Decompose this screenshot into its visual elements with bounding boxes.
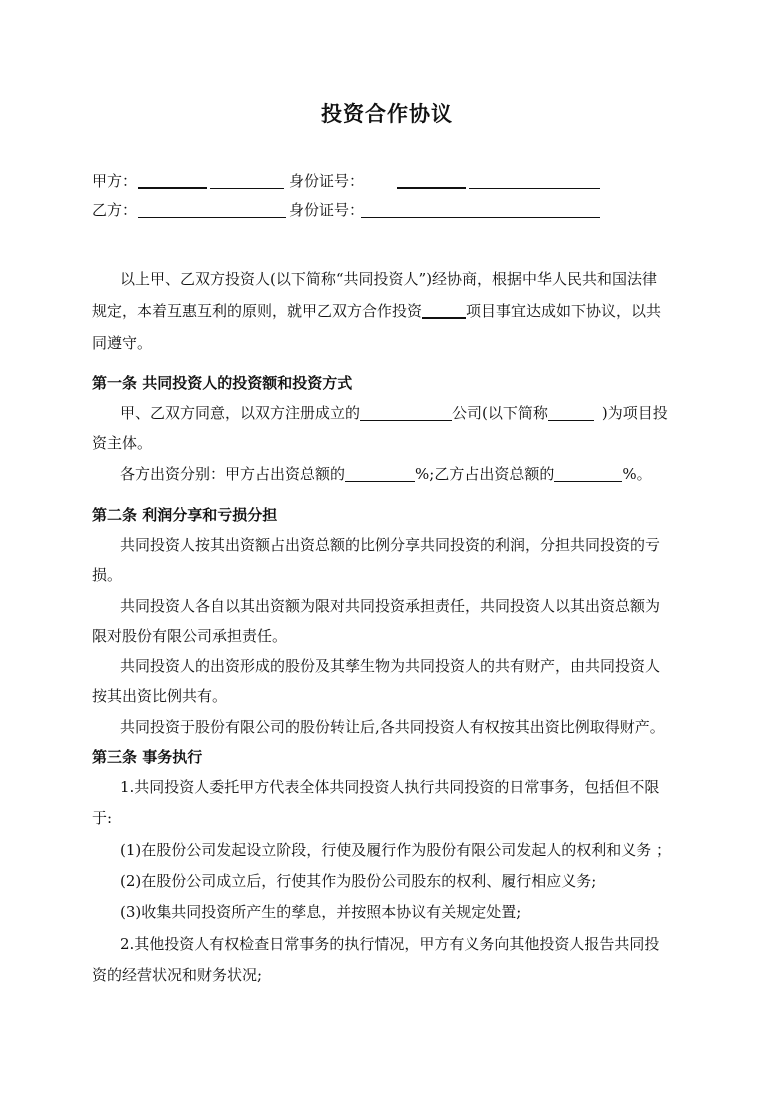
party-b-label: 乙方： xyxy=(92,201,138,219)
article-2-p2-cont: 限对股份有限公司承担责任。 xyxy=(92,627,288,645)
article-1-p2-text: 各方出资分别：甲方占出资总额的 xyxy=(120,465,346,483)
article-3-p2: 2.其他投资人有权检查日常事务的执行情况，甲方有义务向其他投资人报告共同投 xyxy=(120,935,660,953)
article-2-p1: 共同投资人按其出资额占出资总额的比例分享共同投资的利润，分担共同投资的亏 xyxy=(120,536,661,554)
article-2-p1-cont: 损。 xyxy=(92,566,123,584)
party-a-label: 甲方： xyxy=(92,172,138,190)
preamble-text-cont: 项目事宜达成如下协议，以共 xyxy=(466,302,662,320)
article-3-p1: 1.共同投资人委托甲方代表全体共同投资人执行共同投资的日常事务，包括但不限 xyxy=(120,778,660,796)
party-b-id-blank xyxy=(361,217,600,218)
page-title: 投资合作协议 xyxy=(321,102,453,126)
party-a-id-blank-bold xyxy=(397,187,466,189)
article-2-p4: 共同投资于股份有限公司的股份转让后,各共同投资人有权按其出资比例取得财产。 xyxy=(120,718,665,736)
preamble-line-2 xyxy=(92,296,661,326)
party-b-share-blank xyxy=(554,465,622,482)
party-a-id-blank xyxy=(469,188,600,189)
article-2-p3: 共同投资人的出资形成的股份及其孳生物为共同投资人的共有财产，由共同投资人 xyxy=(120,657,661,675)
project-blank xyxy=(422,301,466,319)
article-3-p2-cont: 资的经营状况和财务状况; xyxy=(92,966,263,984)
article-1-p2-text-2: %;乙方占出资总额的 xyxy=(415,465,555,483)
party-a-share-blank xyxy=(345,465,415,482)
article-3-item-1: (1)在股份公司发起设立阶段，行使及履行作为股份有限公司发起人的权利和义务 ； xyxy=(120,841,672,859)
party-a-line xyxy=(92,169,612,193)
article-1-p1-text: 甲、乙双方同意，以双方注册成立的 xyxy=(120,404,361,422)
article-3-item-3: (3)收集共同投资所产生的孳息，并按照本协议有关规定处置; xyxy=(120,903,522,921)
article-1-p1 xyxy=(120,398,668,428)
article-1-p2 xyxy=(120,459,652,489)
article-3-heading: 第三条 事务执行 xyxy=(92,748,203,766)
article-2-p2: 共同投资人各自以其出资额为限对共同投资承担责任，共同投资人以其出资总额为 xyxy=(120,597,661,615)
party-b-line xyxy=(92,198,612,222)
party-b-id-label: 身份证号： xyxy=(289,201,365,219)
article-1-p1-cont: 资主体。 xyxy=(92,434,153,452)
article-1-heading: 第一条 共同投资人的投资额和投资方式 xyxy=(92,374,353,392)
article-2-heading: 第二条 利润分享和亏损分担 xyxy=(92,506,278,524)
party-a-name-blank xyxy=(210,188,284,189)
article-1-p2-text-3: %。 xyxy=(622,465,652,483)
article-2-p3-cont: 按其出资比例共有。 xyxy=(92,687,228,705)
party-b-name-blank xyxy=(138,217,286,218)
party-a-name-blank-bold xyxy=(138,187,207,189)
short-name-blank xyxy=(548,404,594,421)
article-1-p1-text-2: 公司(以下简称 xyxy=(452,404,548,422)
party-a-id-label: 身份证号： xyxy=(289,172,365,190)
article-1-p1-text-3: )为项目投 xyxy=(601,404,668,422)
preamble-line-1: 以上甲、乙双方投资人(以下简称“共同投资人”)经协商，根据中华人民共和国法律 xyxy=(120,270,658,288)
preamble-text: 规定，本着互惠互利的原则，就甲乙双方合作投资 xyxy=(92,302,423,320)
article-3-item-2: (2)在股份公司成立后，行使其作为股份公司股东的权利、履行相应义务; xyxy=(120,872,597,890)
article-3-p1-cont: 于: xyxy=(92,809,113,827)
preamble-line-3: 同遵守。 xyxy=(92,334,153,352)
company-blank xyxy=(360,404,452,421)
